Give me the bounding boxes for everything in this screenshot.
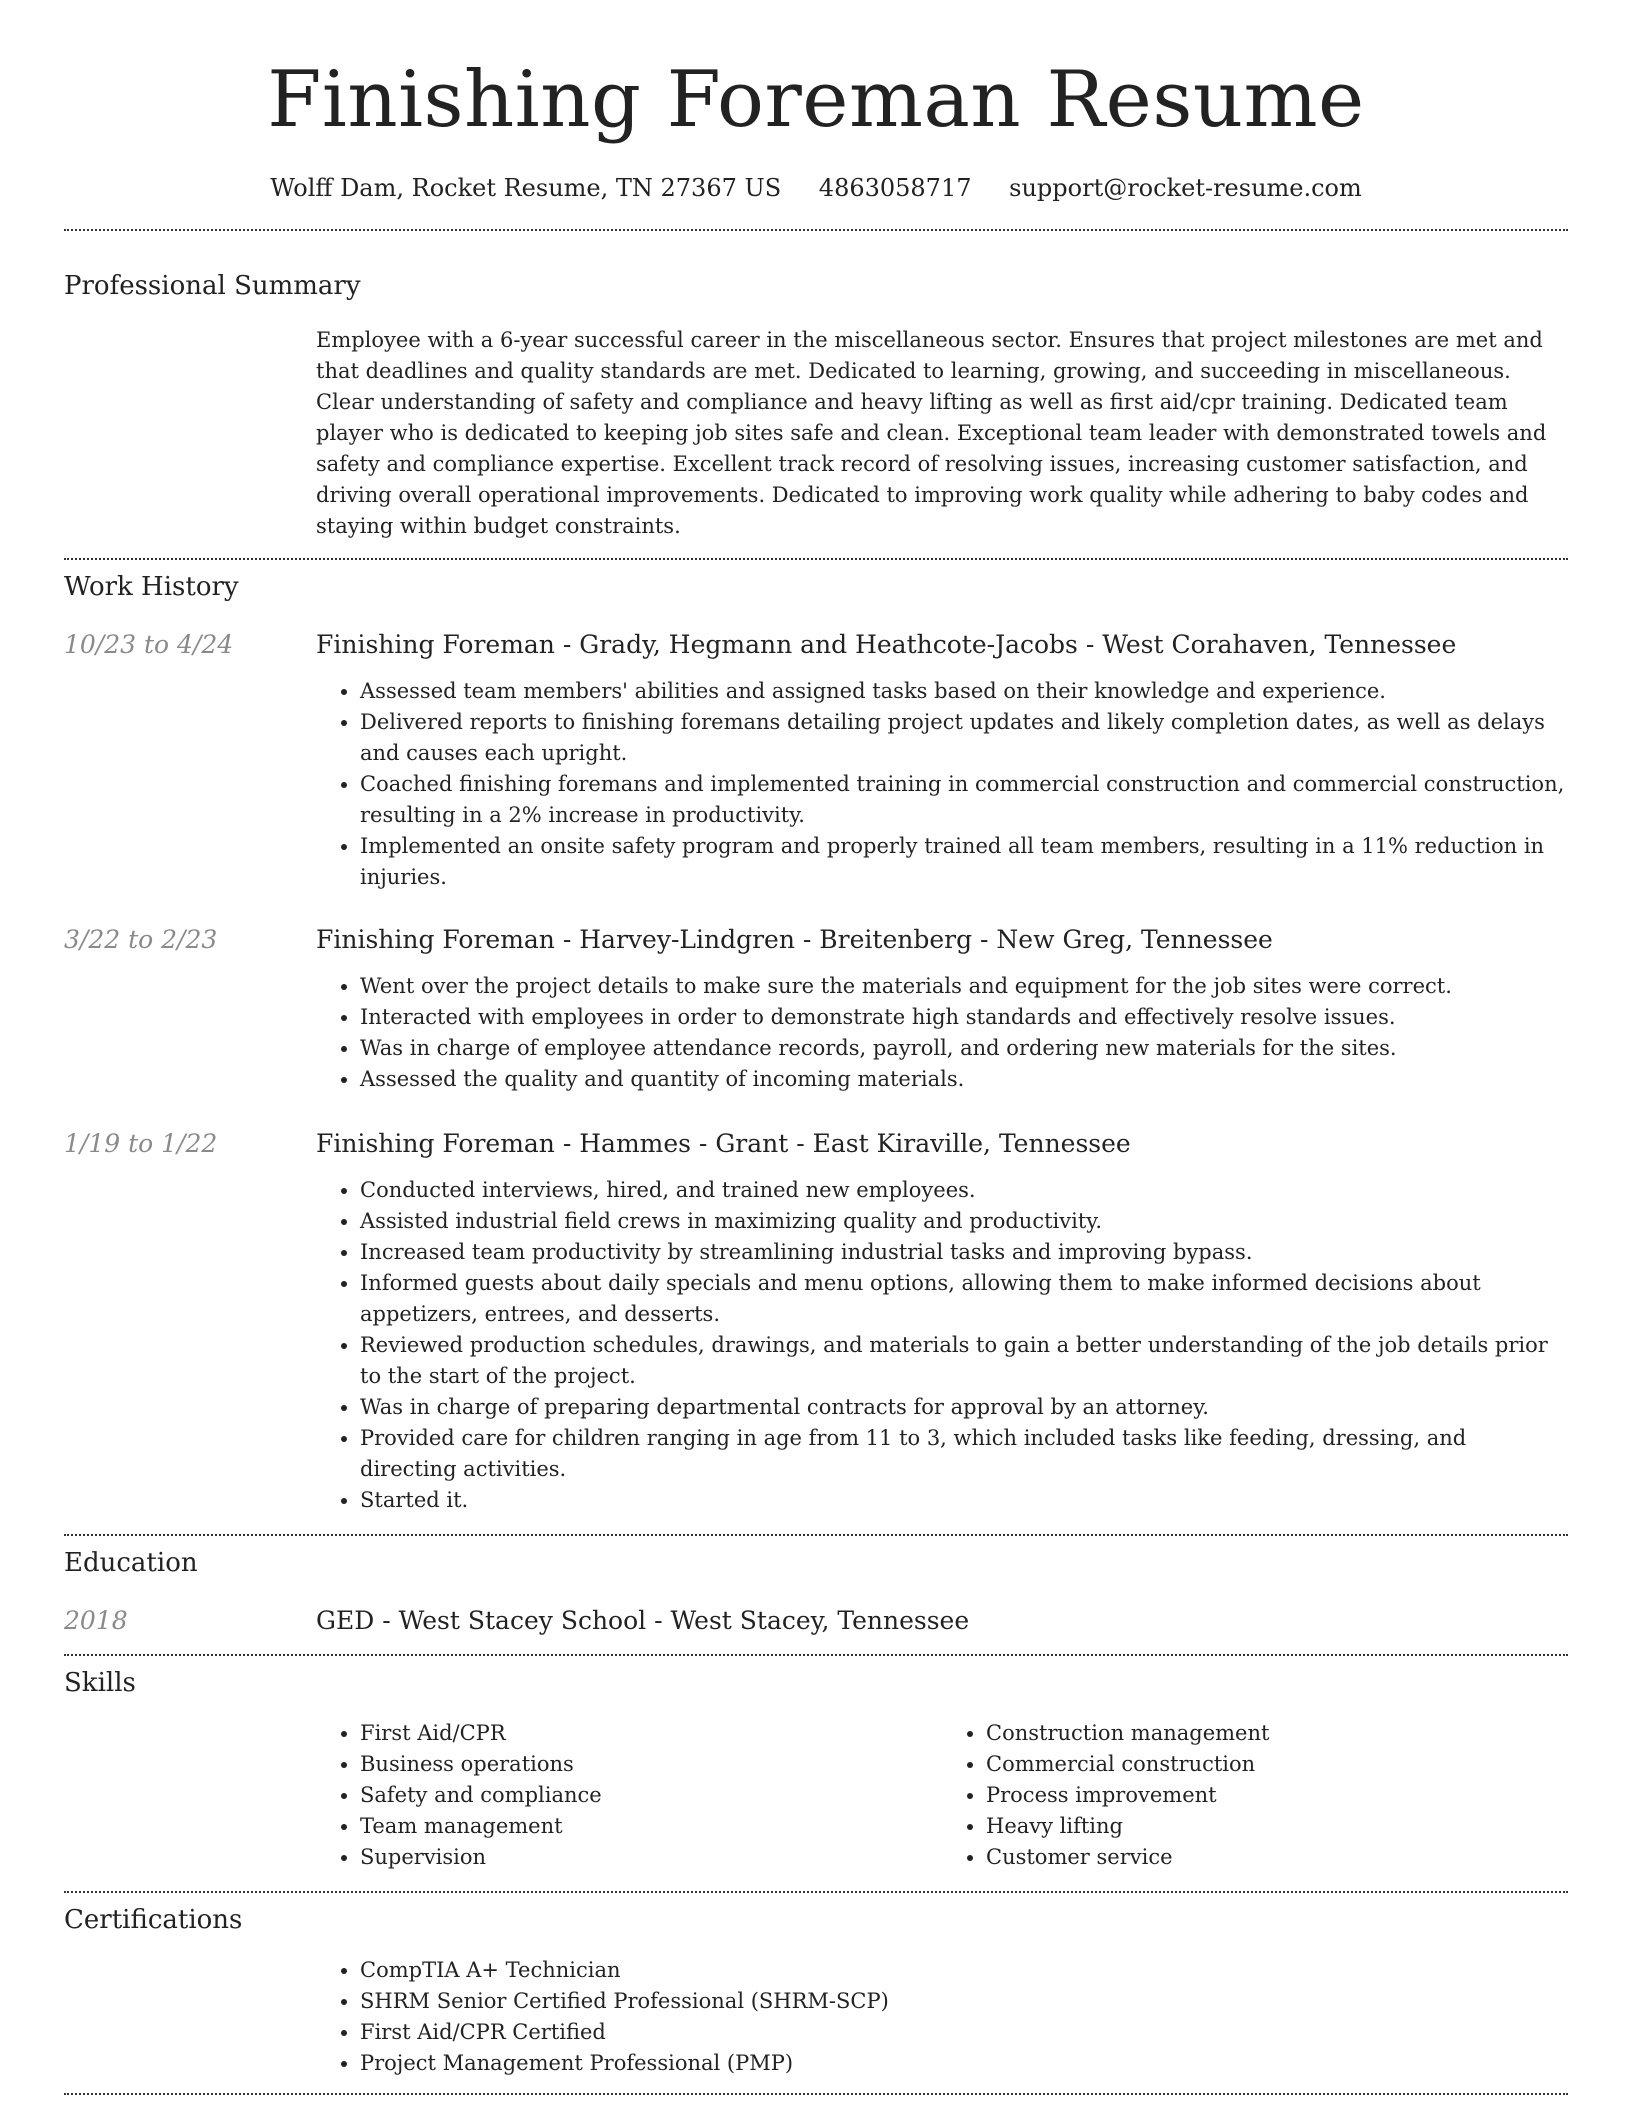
job-bullet: • Provided care for children ranging in age from 11 to 3, which included tasks like feeding, dressing, and directing activities.: [360, 1423, 1568, 1485]
skill-item: • Commercial construction: [986, 1749, 1568, 1780]
job-title: Finishing Foreman - Harvey-Lindgren - Breitenberg - New Greg, Tennessee: [316, 925, 1273, 954]
education-entry: [64, 1604, 1568, 1638]
work-history-heading: Work History: [64, 572, 239, 602]
skill-item: • First Aid/CPR: [360, 1718, 942, 1749]
skill-item: • Customer service: [986, 1842, 1568, 1873]
summary-heading: Professional Summary: [64, 271, 361, 301]
page-title: Finishing Foreman Resume: [267, 55, 1365, 145]
skill-item: • Safety and compliance: [360, 1780, 942, 1811]
job-entry-1: [64, 628, 1568, 893]
summary-section: [64, 269, 1568, 542]
education-date: 2018: [64, 1606, 128, 1635]
job-bullets: [316, 971, 1568, 1095]
job-bullet: • Went over the project details to make sure the materials and equipment for the job sites were correct.: [360, 971, 1568, 1002]
education-heading: Education: [64, 1548, 198, 1578]
job-bullet: • Interacted with employees in order to demonstrate high standards and effectively resolve issues.: [360, 1002, 1568, 1033]
certification-item: • First Aid/CPR Certified: [360, 2017, 1568, 2048]
certifications-section: [64, 1903, 1568, 2079]
job-bullet: • Increased team productivity by streamlining industrial tasks and improving bypass.: [360, 1237, 1568, 1268]
job-bullets: [316, 1175, 1568, 1516]
skills-heading: Skills: [64, 1668, 136, 1698]
job-bullet: • Reviewed production schedules, drawings, and materials to gain a better understanding of the job details prior to the start of the project.: [360, 1330, 1568, 1392]
work-history-section: [64, 570, 1568, 1516]
skills-list-right: [942, 1718, 1568, 1873]
skill-item: • Process improvement: [986, 1780, 1568, 1811]
skill-item: • Construction management: [986, 1718, 1568, 1749]
contact-email: support@rocket-resume.com: [1009, 174, 1362, 202]
skill-item: • Team management: [360, 1811, 942, 1842]
job-bullet: • Delivered reports to finishing foremans detailing project updates and likely completion dates, as well as delays and causes each upright.: [360, 707, 1568, 769]
contact-line: [64, 172, 1568, 204]
certifications-list: [316, 1955, 1568, 2079]
job-bullet: • Implemented an onsite safety program and properly trained all team members, resulting in a 11% reduction in injuries.: [360, 831, 1568, 893]
job-bullets: [316, 676, 1568, 893]
job-body: [316, 923, 1568, 1095]
summary-text: Employee with a 6-year successful career in the miscellaneous sector. Ensures that project milestones are met and that deadlines and quality standards are met. Dedicated to learning, growing, and succeeding in miscellaneous. Clear understanding of safety and compliance and heavy lifting as well as first aid/cpr training. Dedicated team player who is dedicated to keeping job sites safe and clean. Exceptional team leader with demonstrated towels and safety and compliance expertise. Excellent track record of resolving issues, increasing customer satisfaction, and driving overall operational improvements. Dedicated to improving work quality while adhering to baby codes and staying within budget constraints.: [316, 328, 1547, 538]
education-title: GED - West Stacey School - West Stacey, Tennessee: [316, 1606, 970, 1635]
job-title: Finishing Foreman - Hammes - Grant - East Kiraville, Tennessee: [316, 1129, 1131, 1158]
job-bullet: • Was in charge of employee attendance records, payroll, and ordering new materials for the sites.: [360, 1033, 1568, 1064]
education-section: [64, 1546, 1568, 1638]
summary-divider: [64, 558, 1568, 560]
footer-divider: [64, 2093, 1568, 2095]
job-title: Finishing Foreman - Grady, Hegmann and Heathcote-Jacobs - West Corahaven, Tennessee: [316, 630, 1457, 659]
job-body: [316, 1127, 1568, 1516]
header-divider: [64, 229, 1568, 231]
job-bullet: • Assessed the quality and quantity of incoming materials.: [360, 1064, 1568, 1095]
job-entry-2: [64, 923, 1568, 1095]
work-divider: [64, 1534, 1568, 1536]
job-bullet: • Coached finishing foremans and implemented training in commercial construction and commercial construction, resulting in a 2% increase in productivity.: [360, 769, 1568, 831]
skills-grid: [316, 1718, 1568, 1873]
job-bullet: • Assisted industrial field crews in maximizing quality and productivity.: [360, 1206, 1568, 1237]
job-bullet: • Was in charge of preparing departmental contracts for approval by an attorney.: [360, 1392, 1568, 1423]
certification-item: • CompTIA A+ Technician: [360, 1955, 1568, 1986]
job-bullet: • Started it.: [360, 1485, 1568, 1516]
job-entry-3: [64, 1127, 1568, 1516]
contact-address: Wolff Dam, Rocket Resume, TN 27367 US: [270, 174, 782, 202]
certification-item: • SHRM Senior Certified Professional (SHRM-SCP): [360, 1986, 1568, 2017]
education-body: [316, 1604, 1568, 1638]
job-body: [316, 628, 1568, 893]
job-bullet: • Assessed team members' abilities and assigned tasks based on their knowledge and experience.: [360, 676, 1568, 707]
job-dates: 3/22 to 2/23: [64, 925, 218, 954]
job-dates: 1/19 to 1/22: [64, 1129, 218, 1158]
summary-content: [316, 325, 1568, 542]
certifications-content: [316, 1955, 1568, 2079]
certifications-heading: Certifications: [64, 1905, 243, 1935]
skill-item: • Business operations: [360, 1749, 942, 1780]
skills-section: [64, 1666, 1568, 1873]
job-bullet: • Conducted interviews, hired, and trained new employees.: [360, 1175, 1568, 1206]
job-bullet: • Informed guests about daily specials and menu options, allowing them to make informed decisions about appetizers, entrees, and desserts.: [360, 1268, 1568, 1330]
job-dates: 10/23 to 4/24: [64, 630, 234, 659]
education-divider: [64, 1654, 1568, 1656]
skills-list-left: [316, 1718, 942, 1873]
skill-item: • Heavy lifting: [986, 1811, 1568, 1842]
skills-divider: [64, 1891, 1568, 1893]
skill-item: • Supervision: [360, 1842, 942, 1873]
contact-phone: 4863058717: [818, 174, 972, 202]
certification-item: • Project Management Professional (PMP): [360, 2048, 1568, 2079]
